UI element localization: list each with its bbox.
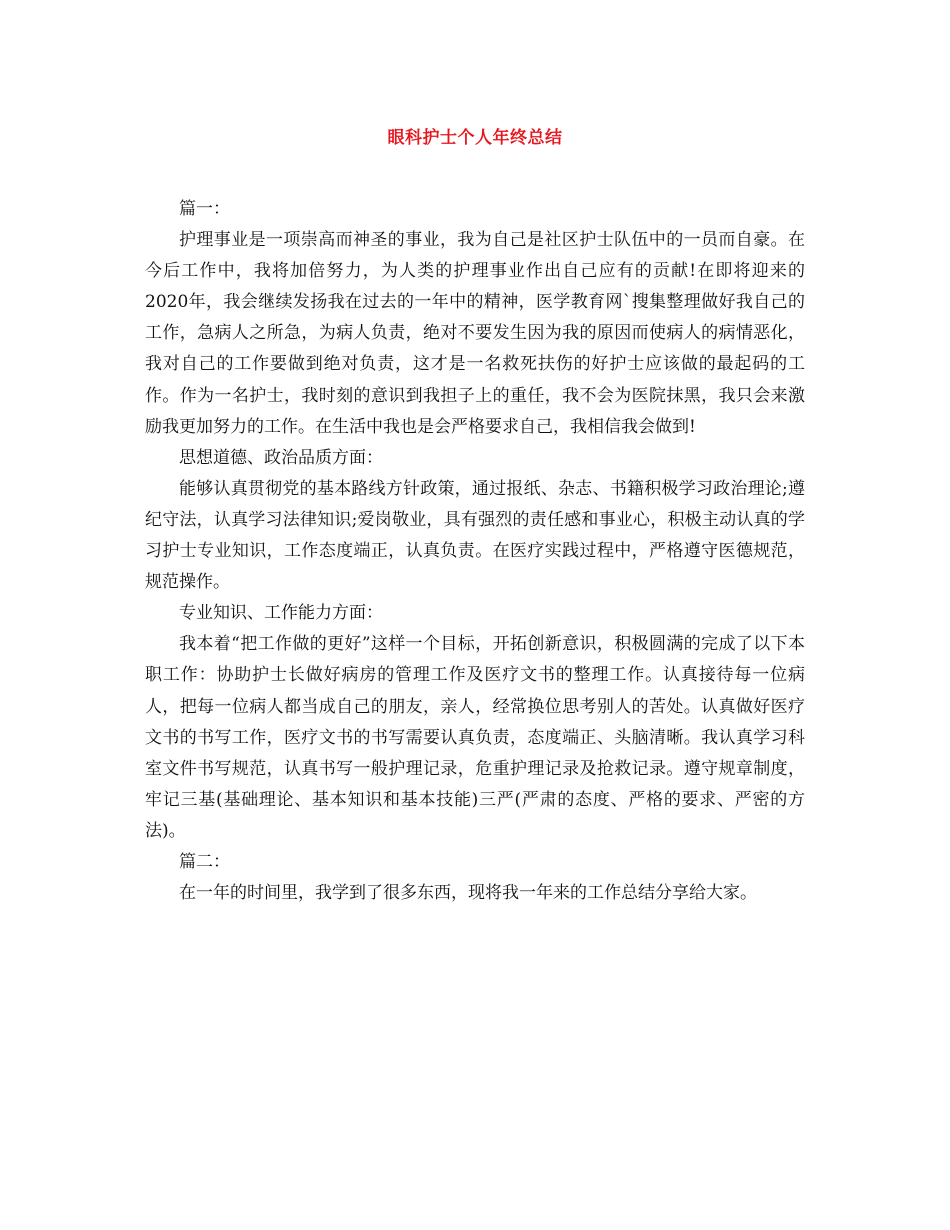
section-heading-professional: 专业知识、工作能力方面： — [179, 603, 383, 624]
paragraph-intro: 护理事业是一项崇高而神圣的事业，我为自己是社区护士队伍中的一员而自豪。在今后工作中，我将加倍努力，为人类的护理事业作出自己应有的贡献!在即将迎来的2020年，我会继续发扬我在过去的一年中的精神，医学教育网`搜集整理做好我自己的工作，急病人之所急，为病人负责，绝对不要发生因为我的原因而使病人的病情恶化，我对自己的工作要做到绝对负责，这才是一名救死扶伤的好护士应该做的最起码的工作。作为一名护士，我时刻的意识到我担子上的重任，我不会为医院抹黑，我只会来激励我更加努力的工作。在生活中我也是会严格要求自己，我相信我会做到! — [145, 230, 805, 437]
paragraph-professional: 我本着“把工作做的更好”这样一个目标，开拓创新意识，积极圆满的完成了以下本职工作：协助护士长做好病房的管理工作及医疗文书的整理工作。认真接待每一位病人，把每一位病人都当成自己的朋友，亲人，经常换位思考别人的苦处。认真做好医疗文书的书写工作，医疗文书的书写需要认真负责，态度端正、头脑清晰。我认真学习科室文件书写规范，认真书写一般护理记录，危重护理记录及抢救记录。遵守规章制度，牢记三基(基础理论、基本知识和基本技能)三严(严肃的态度、严格的要求、严密的方法)。 — [145, 634, 805, 841]
document-title: 眼科护士个人年终总结 — [387, 128, 563, 148]
section-heading-part-two: 篇二： — [179, 851, 230, 872]
paragraph-morality: 能够认真贯彻党的基本路线方针政策，通过报纸、杂志、书籍积极学习政治理论;遵纪守法，认真学习法律知识;爱岗敬业，具有强烈的责任感和事业心，积极主动认真的学习护士专业知识，工作态度端正，认真负责。在医疗实践过程中，严格遵守医德规范，规范操作。 — [145, 478, 805, 593]
section-heading-morality: 思想道德、政治品质方面： — [179, 447, 383, 468]
document-body — [145, 194, 805, 909]
paragraph-part-two: 在一年的时间里，我学到了很多东西，现将我一年来的工作总结分享给大家。 — [179, 883, 757, 904]
section-heading-part-one: 篇一： — [179, 199, 230, 219]
